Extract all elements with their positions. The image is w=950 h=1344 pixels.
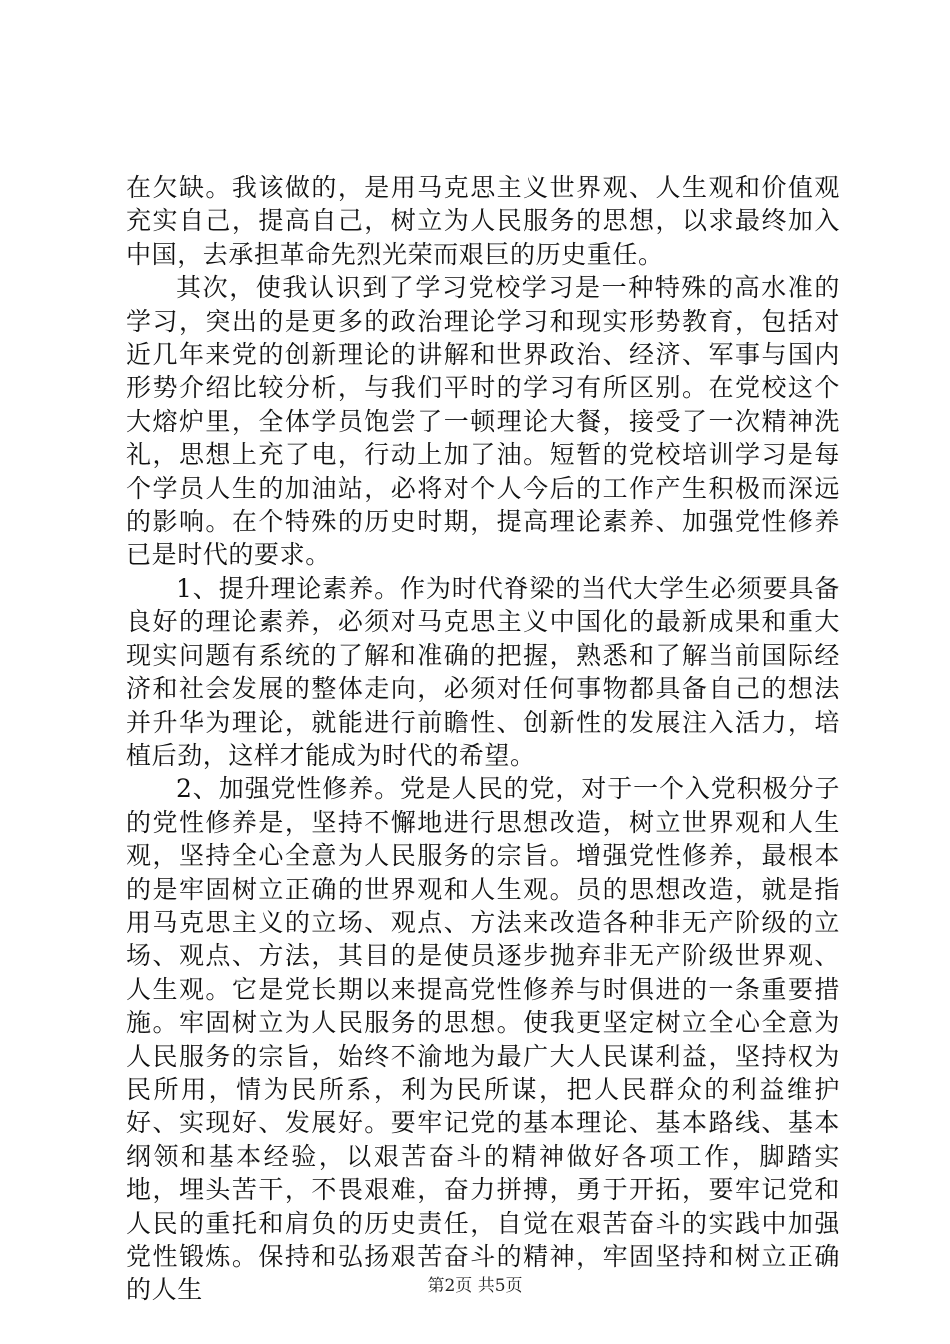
page-number-footer: 第2页 共5页: [427, 1276, 523, 1296]
document-body: [126, 171, 840, 1307]
paragraph-party-spirit: 2、加强党性修养。党是人民的党，对于一个入党积极分子的党性修养是，坚持不懈地进行思想改造，树立世界观和人生观，坚持全心全意为人民服务的宗旨。增强党性修养，最根本的是牢固树立正确的世界观和人生观。员的思想改造，就是指用马克思主义的立场、观点、方法来改造各种非无产阶级的立场、观点、方法，其目的是使员逐步抛弃非无产阶级世界观、人生观。它是党长期以来提高党性修养与时俱进的一条重要措施。牢固树立为人民服务的思想。使我更坚定树立全心全意为人民服务的宗旨，始终不渝地为最广大人民谋利益，坚持权为民所用，情为民所系，利为民所谋，把人民群众的利益维护好、实现好、发展好。要牢记党的基本理论、基本路线、基本纲领和基本经验，以艰苦奋斗的精神做好各项工作，脚踏实地，埋头苦干，不畏艰难，奋力拼搏，勇于开拓，要牢记党和人民的重托和肩负的历史责任，自觉在艰苦奋斗的实践中加强党性锻炼。保持和弘扬艰苦奋斗的精神，牢固坚持和树立正确的人生: [126, 774, 840, 1305]
paragraph-theory-literacy: 1、提升理论素养。作为时代脊梁的当代大学生必须要具备良好的理论素养，必须对马克思主义中国化的最新成果和重大现实问题有系统的了解和准确的把握，熟悉和了解当前国际经济和社会发展的整体走向，必须对任何事物都具备自己的想法并升华为理论，就能进行前瞻性、创新性的发展注入活力，培植后劲，这样才能成为时代的希望。: [126, 573, 840, 770]
paragraph-continuation: 在欠缺。我该做的，是用马克思主义世界观、人生观和价值观充实自己，提高自己，树立为人民服务的思想，以求最终加入中国，去承担革命先烈光荣而艰巨的历史重任。: [126, 173, 840, 269]
paragraph-second-point: 其次，使我认识到了学习党校学习是一种特殊的高水准的学习，突出的是更多的政治理论学习和现实形势教育，包括对近几年来党的创新理论的讲解和世界政治、经济、军事与国内形势介绍比较分析，与我们平时的学习有所区别。在党校这个大熔炉里，全体学员饱尝了一顿理论大餐，接受了一次精神洗礼，思想上充了电，行动上加了油。短暂的党校培训学习是每个学员人生的加油站，必将对个人今后的工作产生积极而深远的影响。在个特殊的历史时期，提高理论素养、加强党性修养已是时代的要求。: [126, 273, 840, 570]
